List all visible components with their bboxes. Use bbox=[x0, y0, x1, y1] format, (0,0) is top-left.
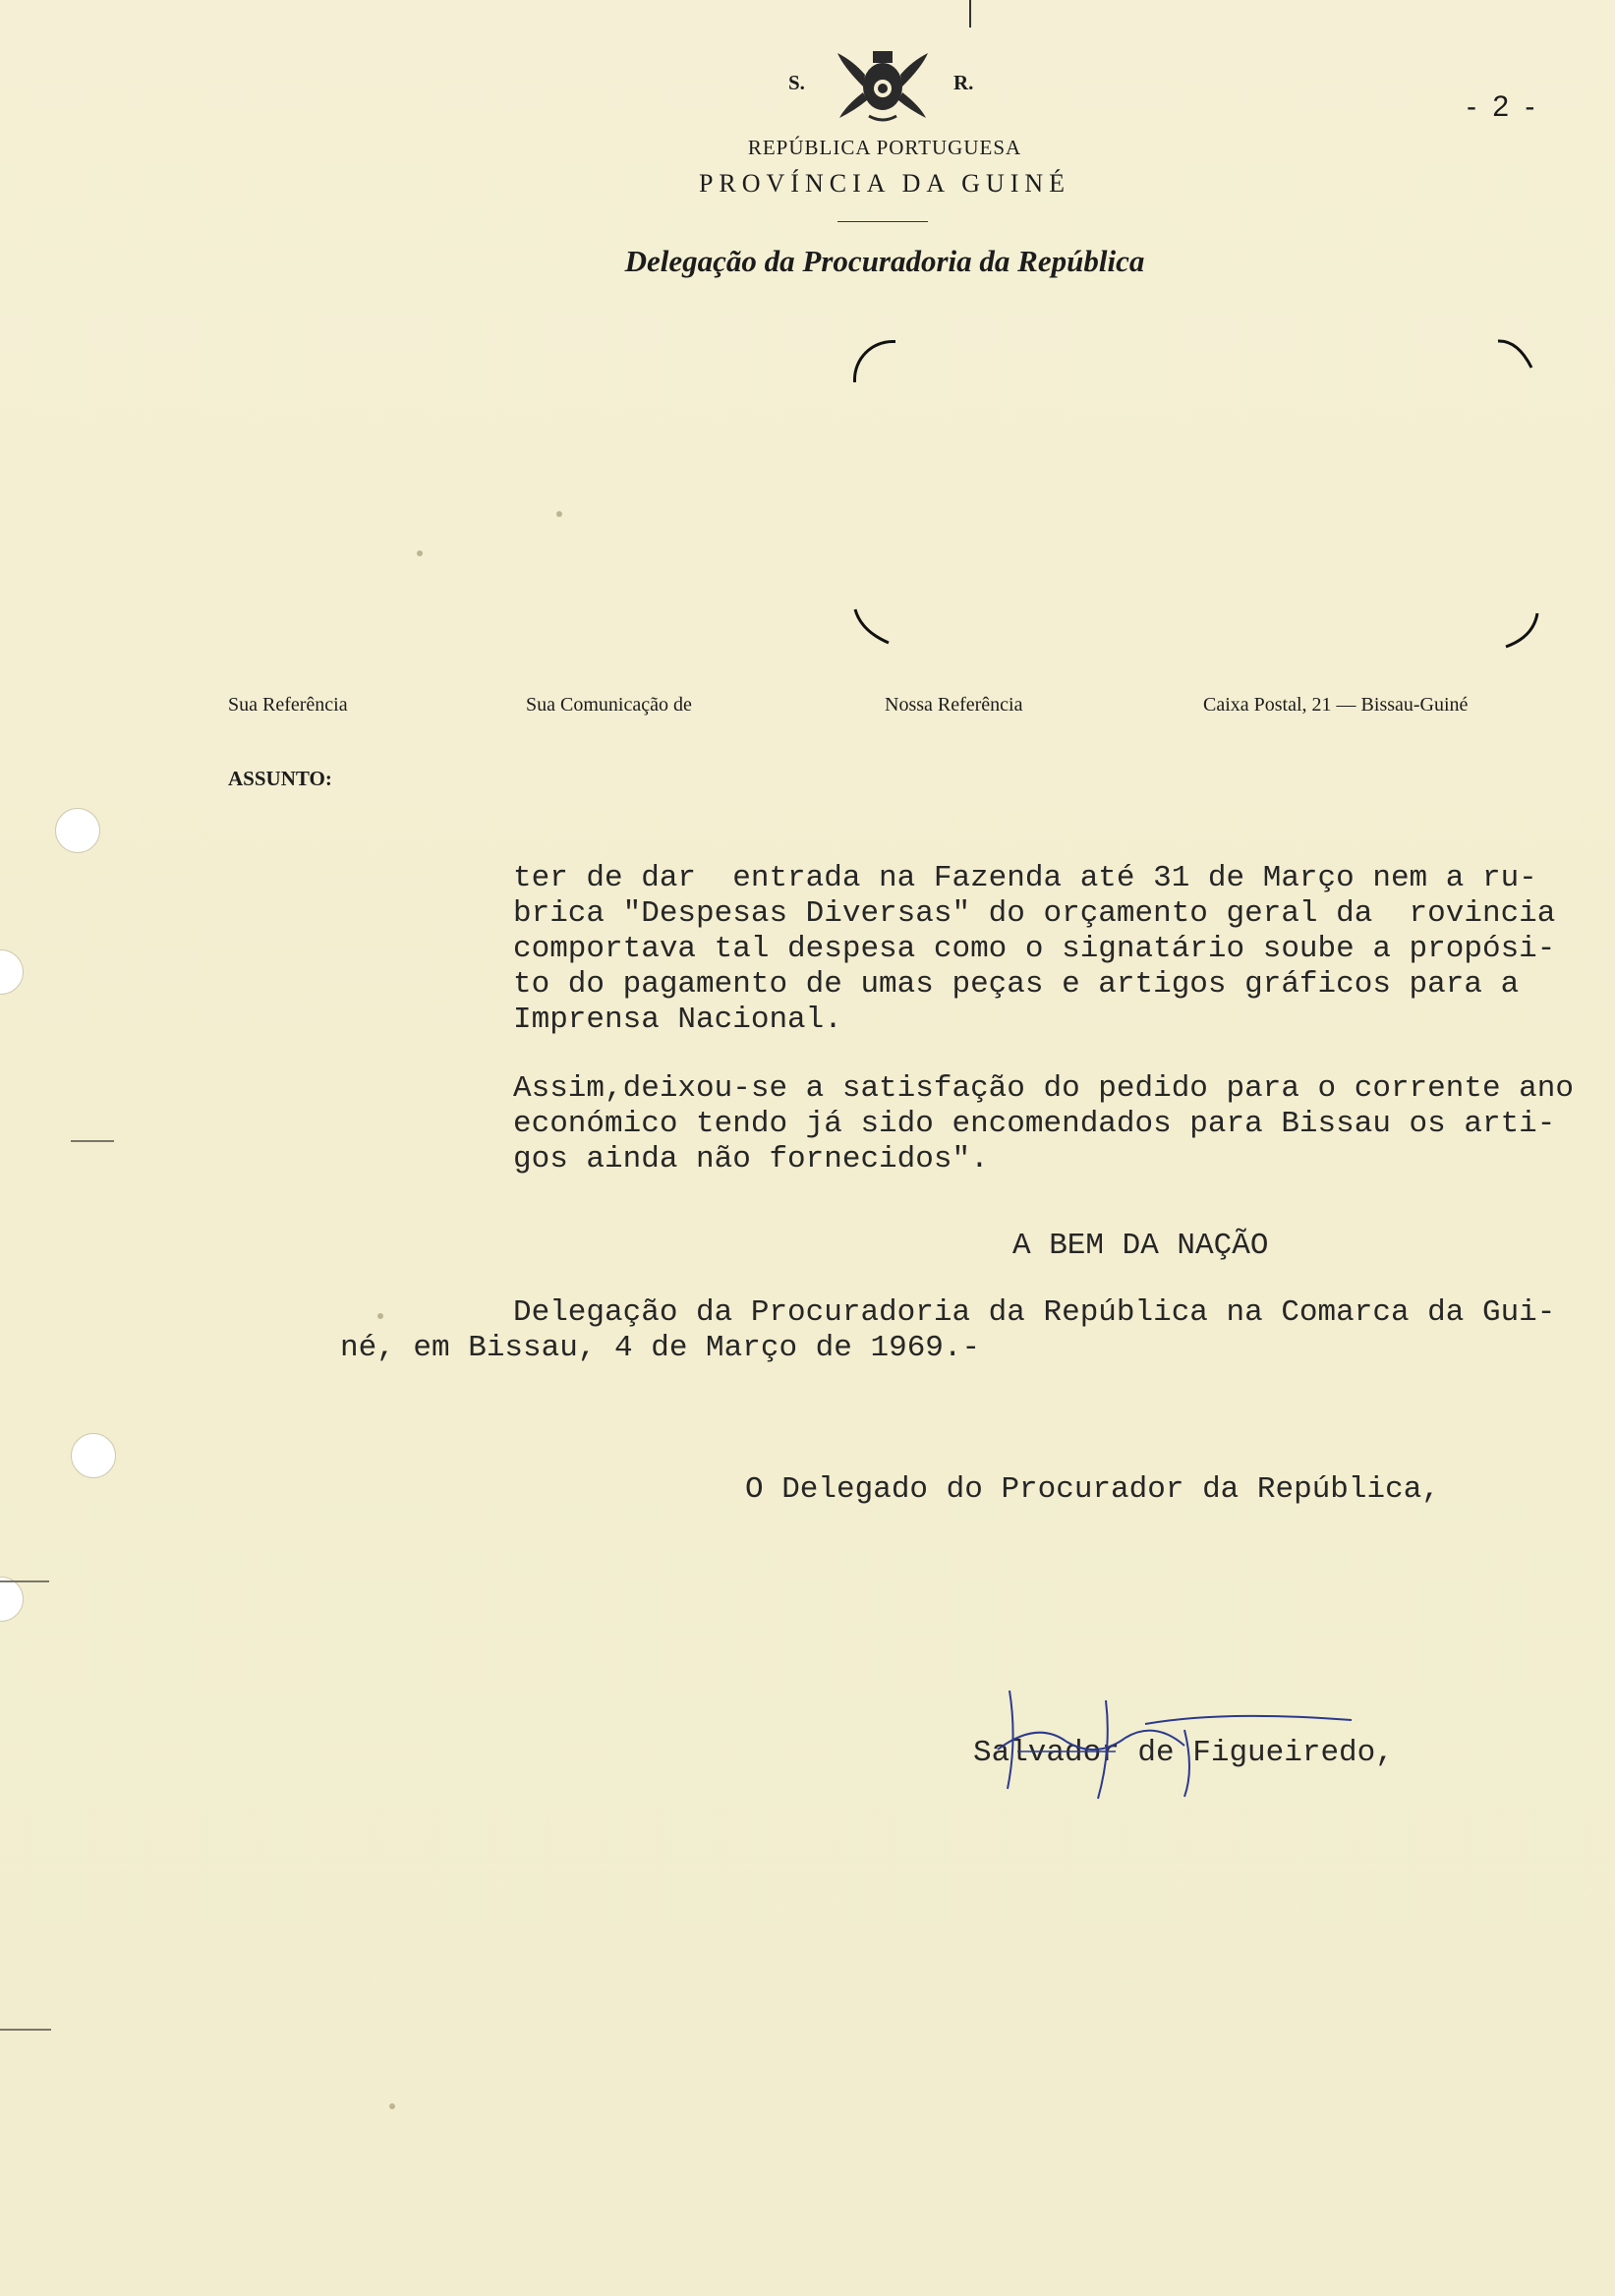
a-bem-da-nacao: A BEM DA NAÇÃO bbox=[1012, 1229, 1269, 1263]
punch-hole bbox=[71, 1433, 116, 1478]
punch-hole bbox=[0, 949, 24, 995]
office-heading: Delegação da Procuradoria da República bbox=[624, 244, 1145, 278]
assunto-label: ASSUNTO: bbox=[228, 767, 332, 790]
closing-line-2: né, em Bissau, 4 de Março de 1969.- bbox=[340, 1331, 981, 1365]
nossa-referencia-label: Nossa Referência bbox=[885, 694, 1023, 716]
sua-referencia-label: Sua Referência bbox=[228, 694, 348, 716]
delegado-line: O Delegado do Procurador da República, bbox=[745, 1472, 1440, 1507]
signatory-name: Salvador de Figueiredo, bbox=[973, 1736, 1394, 1770]
punch-hole bbox=[0, 1577, 24, 1622]
sua-comunicacao-label: Sua Comunicação de bbox=[526, 694, 692, 716]
coat-of-arms-icon bbox=[834, 47, 932, 124]
body-paragraph-2: Assim,deixou-se a satisfação do pedido para o corrente ano económico tendo já sido encomendados para Bissau os arti- gos ainda não fornecidos". bbox=[513, 1071, 1574, 1177]
window-corner-top-left bbox=[853, 340, 895, 382]
margin-mark bbox=[0, 2029, 51, 2031]
margin-mark bbox=[71, 1140, 114, 1142]
punch-hole bbox=[55, 808, 100, 853]
closing-line-1: Delegação da Procuradoria da República na Comarca da Gui- bbox=[513, 1295, 1556, 1330]
header-divider bbox=[837, 221, 928, 222]
handwritten-signature bbox=[988, 1681, 1361, 1808]
caixa-postal-label: Caixa Postal, 21 — Bissau-Guiné bbox=[1203, 694, 1469, 716]
paper-speck bbox=[377, 1313, 383, 1319]
paper-speck bbox=[389, 2103, 395, 2109]
province-heading: PROVÍNCIA DA GUINÉ bbox=[698, 169, 1071, 198]
letterhead-r: R. bbox=[953, 71, 974, 94]
paper-speck bbox=[417, 550, 423, 556]
country-heading: REPÚBLICA PORTUGUESA bbox=[747, 136, 1022, 159]
window-corner-top-right bbox=[1496, 338, 1535, 377]
letterhead-s: S. bbox=[788, 71, 805, 94]
body-paragraph-1: ter de dar entrada na Fazenda até 31 de Março nem a ru- brica "Despesas Diversas" do orçamento geral da rovincia comportava tal despesa como o signatário soube a propósi- to do pagamento de umas peças e artigos gráficos para a Imprensa Nacional. bbox=[513, 861, 1556, 1037]
page-number: - 2 - bbox=[1467, 90, 1539, 123]
margin-mark bbox=[0, 1580, 49, 1582]
top-fold-mark bbox=[969, 0, 971, 28]
window-corner-bottom-left bbox=[851, 605, 891, 645]
paper-speck bbox=[556, 511, 562, 517]
window-corner-bottom-right bbox=[1504, 609, 1543, 649]
